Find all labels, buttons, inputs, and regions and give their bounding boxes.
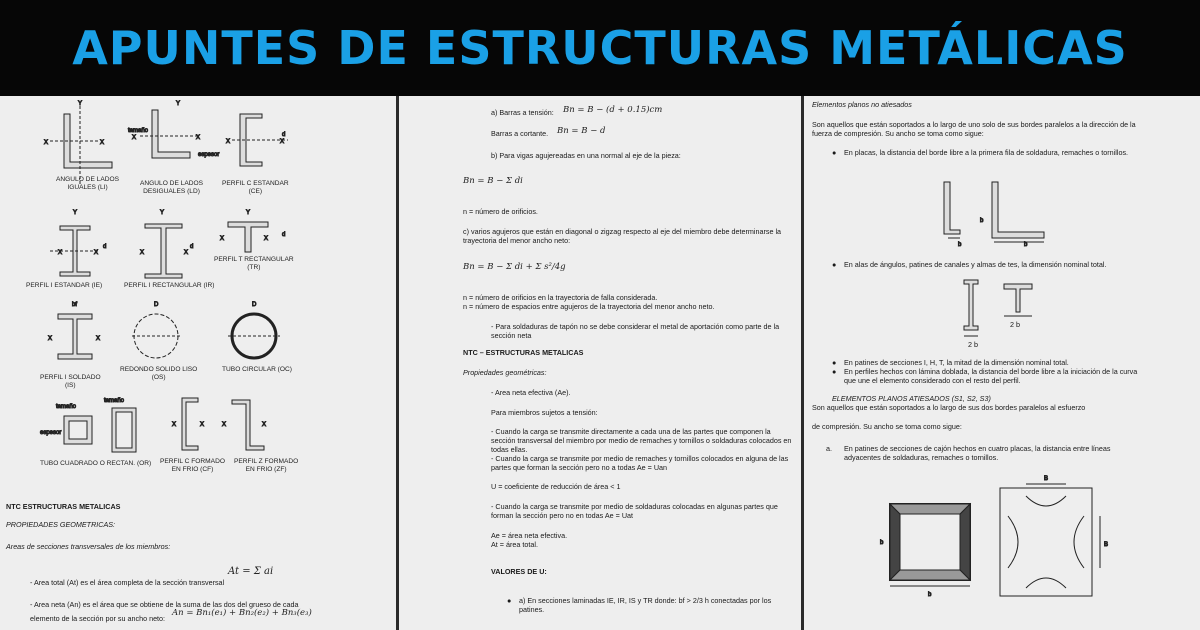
- title-banner: [0, 0, 1200, 96]
- caption-li: ANGULO DE LADOS IGUALES (LI): [56, 176, 120, 191]
- svg-text:X: X: [184, 250, 189, 256]
- title-atiesados: ELEMENTOS PLANOS ATIESADOS (S1, S2, S3): [832, 394, 991, 403]
- text-atiesados-intro-2: de compresión. Su ancho se toma como sigue:: [812, 422, 962, 431]
- svg-text:X: X: [140, 250, 145, 256]
- text-item-a: a) En secciones laminadas IE, IR, IS y TR donde: bf > 2/3 h conectadas por los patines.: [519, 596, 772, 614]
- text-atiesados-intro: Son aquellos que están soportados a lo largo de sus dos bordes paralelos al esfuerzo: [812, 403, 1086, 412]
- svg-text:b: b: [928, 592, 932, 598]
- text-intro: Son aquellos que están soportados a lo largo de uno solo de sus bordes paralelos a la dirección de la fuerza de compresión. Su ancho se toma como sigue:: [812, 120, 1136, 138]
- svg-text:X: X: [280, 139, 285, 145]
- title-elementos-no-atiesados: Elementos planos no atiesados: [812, 100, 912, 109]
- svg-text:espesor: espesor: [198, 152, 220, 158]
- svg-text:b: b: [958, 242, 962, 248]
- formula-vigas: Bn = B − Σ di: [463, 176, 523, 186]
- formula-tension: Bn = B − (d + 0.15)cm: [563, 105, 663, 115]
- text-area-neta-2: elemento de la sección por su ancho neto:: [30, 614, 166, 623]
- document-pages: [0, 96, 1200, 630]
- text-n-orificios: n = número de orificios.: [463, 207, 538, 216]
- banner-title: APUNTES DE ESTRUCTURAS METÁLICAS: [72, 21, 1128, 75]
- heading-valores-u: VALORES DE U:: [491, 567, 547, 576]
- text-u-def: U = coeficiente de reducción de área < 1: [491, 482, 621, 491]
- section-title-areas: Areas de secciones transversales de los miembros:: [6, 542, 171, 551]
- svg-text:X: X: [262, 422, 267, 428]
- item-marker: a.: [826, 444, 832, 453]
- svg-text:espesor: espesor: [40, 430, 62, 436]
- svg-text:X: X: [264, 236, 269, 242]
- text-area-neta-1: - Area neta (An) es el área que se obtiene de la suma de las dos del grueso de cada: [30, 600, 299, 609]
- text-bullet-1: En placas, la distancia del borde libre a la primera fila de soldadura, remaches o tornillos.: [844, 148, 1129, 157]
- svg-text:B: B: [1044, 476, 1049, 482]
- svg-text:d: d: [282, 132, 286, 138]
- svg-text:b: b: [980, 218, 984, 224]
- bullet-icon: ●: [832, 148, 837, 157]
- svg-text:d: d: [282, 232, 286, 238]
- text-prop-geo: Propiedades geométricas:: [463, 368, 547, 377]
- bullet-icon: ●: [832, 358, 837, 367]
- text-bullet-4: En perfiles hechos con lámina doblada, la distancia del borde libre a la iniciación de la curva que une el elemento considerado con el resto del perfil.: [844, 367, 1138, 385]
- text-barras-tension: a) Barras a tensión:: [491, 108, 554, 117]
- svg-text:X: X: [172, 422, 177, 428]
- label-2b-2: 2 b: [1010, 320, 1020, 329]
- page-3: [804, 96, 1200, 630]
- text-n-espacios: n = número de espacios entre agujeros de la trayectoria del menor ancho neto.: [463, 302, 715, 311]
- bullet-icon: ●: [832, 260, 837, 269]
- svg-text:D: D: [154, 302, 159, 308]
- svg-text:Y: Y: [78, 101, 83, 107]
- text-caso-2: - Cuando la carga se transmite por medio de remaches y tornillos colocados en alguna de las partes que forman la sección pero no a todas Ae = Uan: [491, 454, 789, 472]
- text-caso-3: - Cuando la carga se transmite por medio de soldaduras colocadas en algunas partes que forman la sección pero no en todas Ae = Uat: [491, 502, 778, 520]
- svg-text:X: X: [96, 336, 101, 342]
- heading-ntc: NTC ESTRUCTURAS METALICAS: [6, 502, 121, 511]
- svg-text:tamaño: tamaño: [56, 404, 77, 410]
- formula-an: An = Bn₁(e₁) + Bn₂(e₂) + Bn₃(e₃): [172, 608, 312, 618]
- text-vigas: b) Para vigas agujereadas en una normal al eje de la pieza:: [491, 151, 681, 160]
- svg-text:Y: Y: [176, 101, 181, 107]
- caption-zf: PERFIL Z FORMADO EN FRIO (ZF): [234, 458, 299, 473]
- text-barras-cortante: Barras a cortante.: [491, 129, 549, 138]
- svg-text:X: X: [94, 250, 99, 256]
- text-caso-1: - Cuando la carga se transmite directamente a cada una de las partes que componen la sección transversal del miembro por medio de remaches y tornillos o soldaduras colocados en todas ellas.: [491, 427, 792, 454]
- svg-text:d: d: [103, 244, 107, 250]
- formula-cortante: Bn = B − d: [557, 126, 606, 136]
- bullet-icon: ●: [507, 596, 512, 605]
- heading-ntc-2: NTC – ESTRUCTURAS METALICAS: [463, 348, 584, 357]
- svg-text:b: b: [880, 540, 884, 546]
- svg-text:B: B: [1104, 542, 1109, 548]
- text-zigzag: c) varios agujeros que están en diagonal o zigzag respecto al eje del miembro debe determinarse la trayectoria del menor ancho neto:: [463, 227, 782, 245]
- formula-at: At = Σ ai: [228, 566, 274, 577]
- svg-text:X: X: [226, 139, 231, 145]
- caption-ie: PERFIL I ESTANDAR (IE): [26, 282, 103, 289]
- text-ae-def: Ae = área neta efectiva.: [491, 531, 568, 540]
- svg-text:X: X: [200, 422, 205, 428]
- svg-text:X: X: [44, 140, 49, 146]
- svg-text:Y: Y: [246, 210, 251, 216]
- label-2b-1: 2 b: [968, 340, 978, 349]
- caption-ld: ANGULO DE LADOS DESIGUALES (LD): [140, 180, 204, 195]
- svg-text:Y: Y: [160, 210, 165, 216]
- text-item-a: En patines de secciones de cajón hechos en cuatro placas, la distancia entre líneas adyacentes de soldaduras, remaches o tornillos.: [844, 444, 1111, 462]
- bullet-icon: ●: [832, 367, 837, 376]
- svg-text:tamaño: tamaño: [128, 128, 149, 134]
- text-n-falla: n = número de orificios en la trayectoria de falla considerada.: [463, 293, 658, 302]
- profile-diagrams: [0, 96, 396, 436]
- svg-text:X: X: [220, 236, 225, 242]
- svg-text:D: D: [252, 302, 257, 308]
- svg-text:Y: Y: [73, 210, 78, 216]
- svg-text:X: X: [222, 422, 227, 428]
- caption-or: TUBO CUADRADO O RECTAN. (OR): [40, 460, 152, 467]
- svg-text:X: X: [196, 135, 201, 141]
- formula-zigzag: Bn = B − Σ di + Σ s²/4g: [463, 262, 566, 272]
- caption-oc: TUBO CIRCULAR (OC): [222, 366, 292, 373]
- text-bullet-2: En alas de ángulos, patines de canales y almas de tes, la dimensión nominal total.: [844, 260, 1107, 269]
- svg-text:X: X: [58, 250, 63, 256]
- text-miembros-tension: Para miembros sujetos a tensión:: [491, 408, 598, 417]
- caption-cf: PERFIL C FORMADO EN FRIO (CF): [160, 458, 225, 473]
- page-1: [0, 96, 396, 630]
- svg-text:X: X: [132, 135, 137, 141]
- text-area-total: - Area total (At) es el área completa de la sección transversal: [30, 578, 225, 587]
- svg-text:X: X: [48, 336, 53, 342]
- caption-is: PERFIL I SOLDADO (IS): [40, 374, 101, 389]
- page-2: [399, 96, 801, 630]
- svg-text:b: b: [1024, 242, 1028, 248]
- svg-text:d: d: [190, 244, 194, 250]
- caption-os: REDONDO SOLIDO LISO (OS): [120, 366, 198, 381]
- text-area-efectiva: - Area neta efectiva (Ae).: [491, 388, 571, 397]
- subheading-propiedades: PROPIEDADES GEOMETRICAS:: [6, 520, 116, 529]
- text-soldaduras-tapon: - Para soldaduras de tapón no se debe considerar el metal de aportación como parte de la sección neta: [491, 322, 780, 340]
- svg-text:bf: bf: [72, 302, 78, 308]
- caption-ce: PERFIL C ESTANDAR (CE): [222, 180, 289, 195]
- text-bullet-3: En patines de secciones I, H, T, la mitad de la dimensión nominal total.: [844, 358, 1069, 367]
- text-at-def: At = área total.: [491, 540, 538, 549]
- caption-tr: PERFIL T RECTANGULAR (TR): [214, 256, 294, 271]
- svg-text:X: X: [100, 140, 105, 146]
- svg-text:tamaño: tamaño: [104, 398, 125, 404]
- caption-ir: PERFIL I RECTANGULAR (IR): [124, 282, 215, 289]
